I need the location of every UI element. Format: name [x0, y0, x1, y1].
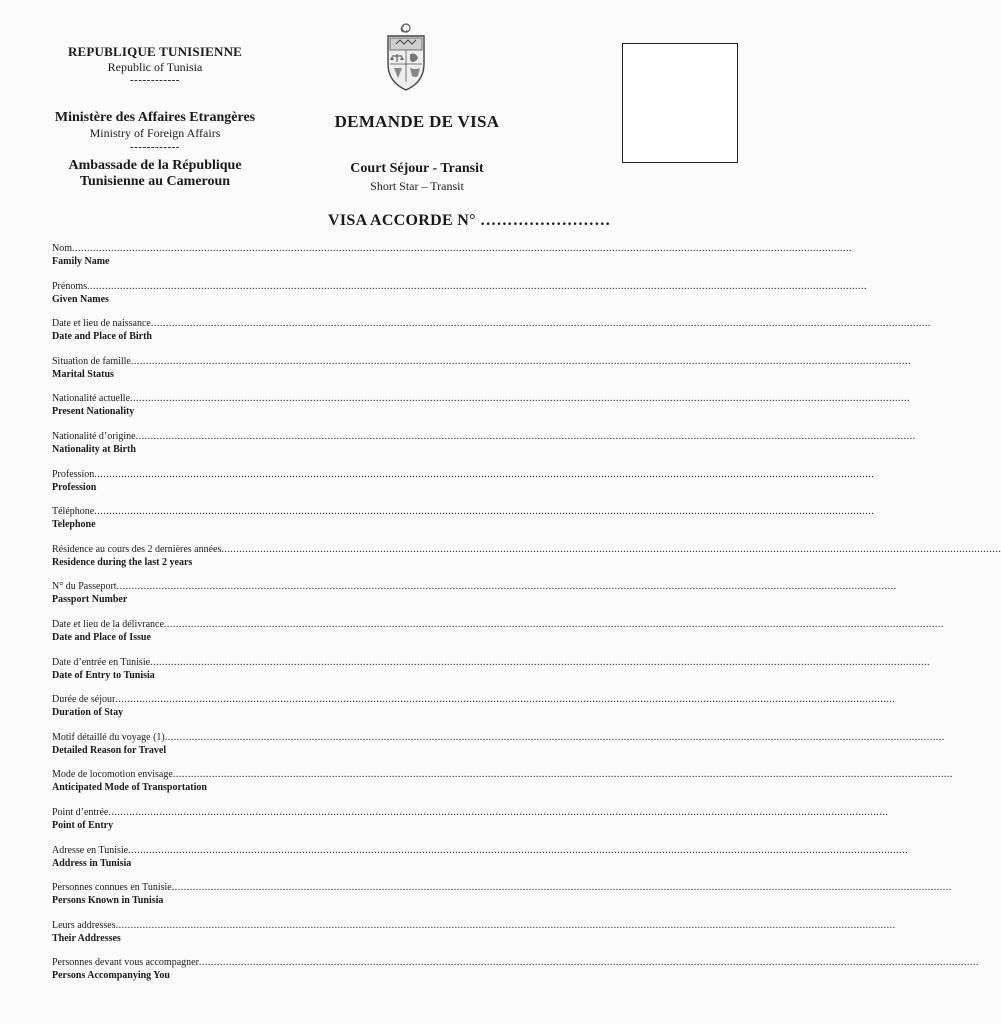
field-label-en: Their Addresses — [52, 932, 121, 944]
field-dotted-line[interactable]: .................................................................................................................................................................................................................................................................... — [130, 393, 911, 405]
form-field-line[interactable] — [52, 581, 897, 593]
form-field-line[interactable] — [52, 919, 896, 932]
form-field[interactable] — [52, 431, 916, 456]
field-dotted-line[interactable]: .................................................................................................................................................................................................................................................................... — [130, 355, 911, 367]
field-dotted-line[interactable]: .................................................................................................................................................................................................................................................................... — [115, 694, 896, 706]
field-dotted-line[interactable]: .................................................................................................................................................................................................................................................................... — [172, 769, 953, 781]
field-label-en: Detailed Reason for Travel — [52, 744, 167, 756]
field-dotted-line[interactable]: .................................................................................................................................................................................................................................................................... — [150, 318, 931, 330]
field-label-fr: Prénoms — [52, 280, 87, 292]
form-field-line[interactable] — [52, 694, 896, 706]
field-dotted-line[interactable]: .................................................................................................................................................................................................................................................................... — [164, 731, 945, 743]
field-label-en: Marital Status — [52, 368, 114, 380]
form-field-line[interactable] — [52, 844, 909, 857]
republic-name-en: Republic of Tunisia — [107, 60, 203, 74]
field-label-fr: Nationalité d’origine — [52, 431, 136, 442]
field-dotted-line[interactable]: .................................................................................................................................................................................................................................................................... — [128, 844, 909, 856]
field-dotted-line[interactable]: .................................................................................................................................................................................................................................................................... — [108, 807, 889, 818]
form-field-line[interactable] — [52, 318, 931, 330]
form-field[interactable] — [52, 581, 897, 606]
coat-of-arms-icon — [378, 22, 434, 92]
field-label-fr: Situation de famille — [52, 355, 131, 367]
field-label-en: Present Nationality — [52, 406, 135, 418]
form-field-line[interactable] — [52, 280, 867, 293]
form-field-line[interactable] — [52, 506, 875, 518]
field-label-fr: Adresse en Tunisie — [52, 844, 129, 856]
field-dotted-line[interactable]: .................................................................................................................................................................................................................................................................... — [135, 431, 916, 442]
form-field[interactable] — [52, 694, 896, 719]
field-dotted-line[interactable]: .................................................................................................................................................................................................................................................................... — [87, 280, 867, 292]
form-field[interactable] — [52, 957, 979, 982]
form-field-line[interactable] — [52, 355, 911, 368]
field-label-fr: Profession — [52, 468, 95, 480]
form-field[interactable] — [52, 769, 953, 794]
field-label-fr: Leurs addresses — [52, 919, 116, 931]
field-dotted-line[interactable]: .................................................................................................................................................................................................................................................................... — [163, 619, 944, 630]
form-subtitle-fr: Court Séjour - Transit — [350, 161, 484, 176]
form-field[interactable] — [52, 243, 852, 268]
embassy-name — [40, 158, 270, 190]
field-label-en: Persons Known in Tunisia — [52, 895, 164, 907]
form-field-line[interactable] — [52, 431, 916, 443]
field-dotted-line[interactable]: .................................................................................................................................................................................................................................................................... — [72, 243, 852, 254]
field-label-fr: Nom — [52, 243, 72, 254]
field-label-fr: Résidence au cours des 2 dernières années — [52, 543, 222, 555]
form-field[interactable] — [52, 355, 911, 381]
field-label-en: Nationality at Birth — [52, 444, 136, 455]
field-label-fr: Durée de séjour — [52, 694, 116, 706]
field-label-fr: Date et lieu de la délivrance — [52, 619, 164, 630]
form-field[interactable] — [52, 506, 875, 531]
field-dotted-line[interactable]: .................................................................................................................................................................................................................................................................... — [115, 919, 896, 931]
form-field[interactable] — [52, 844, 909, 870]
form-field[interactable] — [52, 919, 896, 945]
form-field[interactable] — [52, 393, 911, 418]
field-label-fr: Motif détaillé du voyage (1) — [52, 731, 165, 743]
form-field-line[interactable] — [52, 807, 889, 819]
field-label-en: Telephone — [52, 519, 96, 531]
form-field-line[interactable] — [52, 769, 953, 781]
field-label-en: Date of Entry to Tunisia — [52, 669, 155, 681]
form-field[interactable] — [52, 807, 889, 832]
field-dotted-line[interactable]: .................................................................................................................................................................................................................................................................... — [94, 506, 875, 518]
photo-box — [622, 43, 738, 163]
form-field-line[interactable] — [52, 957, 979, 969]
field-dotted-line[interactable]: .................................................................................................................................................................................................................................................................... — [221, 543, 1001, 555]
field-label-en: Passport Number — [52, 594, 128, 606]
field-label-fr: Mode de locomotion envisage — [52, 769, 173, 781]
form-field-line[interactable] — [52, 619, 944, 631]
form-field[interactable] — [52, 882, 952, 907]
field-label-en: Date and Place of Issue — [52, 632, 151, 643]
field-label-fr: Téléphone — [52, 506, 95, 518]
header-separator: ------------ — [130, 141, 180, 153]
field-dotted-line[interactable]: .................................................................................................................................................................................................................................................................... — [171, 882, 952, 894]
form-field[interactable] — [52, 543, 1001, 569]
field-label-en: Residence during the last 2 years — [52, 556, 193, 568]
field-label-en: Given Names — [52, 293, 109, 305]
field-label-en: Point of Entry — [52, 820, 114, 831]
field-label-fr: Date et lieu de naissance — [52, 318, 151, 330]
form-field[interactable] — [52, 619, 944, 644]
ministry-name-fr: Ministère des Affaires Etrangères — [54, 110, 256, 125]
field-label-en: Anticipated Mode of Transportation — [52, 782, 207, 794]
field-dotted-line[interactable]: .................................................................................................................................................................................................................................................................... — [116, 581, 897, 593]
form-field-line[interactable] — [52, 543, 1001, 556]
form-field[interactable] — [52, 280, 867, 306]
field-label-fr: Date d’entrée en Tunisie — [52, 656, 151, 668]
form-subtitle-en: Short Star – Transit — [370, 179, 464, 193]
field-label-fr: Point d’entrée — [52, 807, 109, 818]
field-dotted-line[interactable]: .................................................................................................................................................................................................................................................................... — [150, 656, 931, 668]
form-field-line[interactable] — [52, 882, 952, 894]
field-label-fr: Personnes connues en Tunisie — [52, 882, 172, 894]
field-label-en: Duration of Stay — [52, 707, 124, 719]
field-dotted-line[interactable]: .................................................................................................................................................................................................................................................................... — [94, 468, 875, 480]
field-label-en: Family Name — [52, 256, 110, 267]
visa-number-line: VISA ACCORDE N° …………………… — [328, 212, 611, 229]
embassy-name-line2: Tunisienne au Cameroun — [79, 174, 231, 189]
form-field-line[interactable] — [52, 468, 875, 481]
form-field-line[interactable] — [52, 393, 911, 405]
embassy-name-line1: Ambassade de la République — [68, 158, 242, 173]
field-label-en: Address in Tunisia — [52, 857, 132, 869]
republic-name-fr: REPUBLIQUE TUNISIENNE — [67, 44, 243, 59]
field-label-en: Persons Accompanying You — [52, 970, 170, 982]
field-label-en: Profession — [52, 481, 97, 493]
form-field-line[interactable] — [52, 656, 931, 669]
ministry-name-en: Ministry of Foreign Affairs — [89, 126, 221, 140]
field-label-fr: Personnes devant vous accompagner — [52, 957, 199, 969]
form-field[interactable] — [52, 656, 931, 682]
field-label-en: Date and Place of Birth — [52, 331, 152, 343]
field-label-fr: N° du Passeport — [52, 581, 117, 593]
form-field-line[interactable] — [52, 243, 852, 255]
form-field[interactable] — [52, 731, 945, 757]
form-field[interactable] — [52, 468, 875, 494]
form-field-line[interactable] — [52, 731, 945, 744]
form-field[interactable] — [52, 318, 931, 343]
field-dotted-line[interactable]: .................................................................................................................................................................................................................................................................... — [198, 957, 979, 969]
header-separator: ------------ — [130, 74, 180, 86]
field-label-fr: Nationalité actuelle — [52, 393, 131, 405]
form-title: DEMANDE DE VISA — [334, 112, 500, 131]
